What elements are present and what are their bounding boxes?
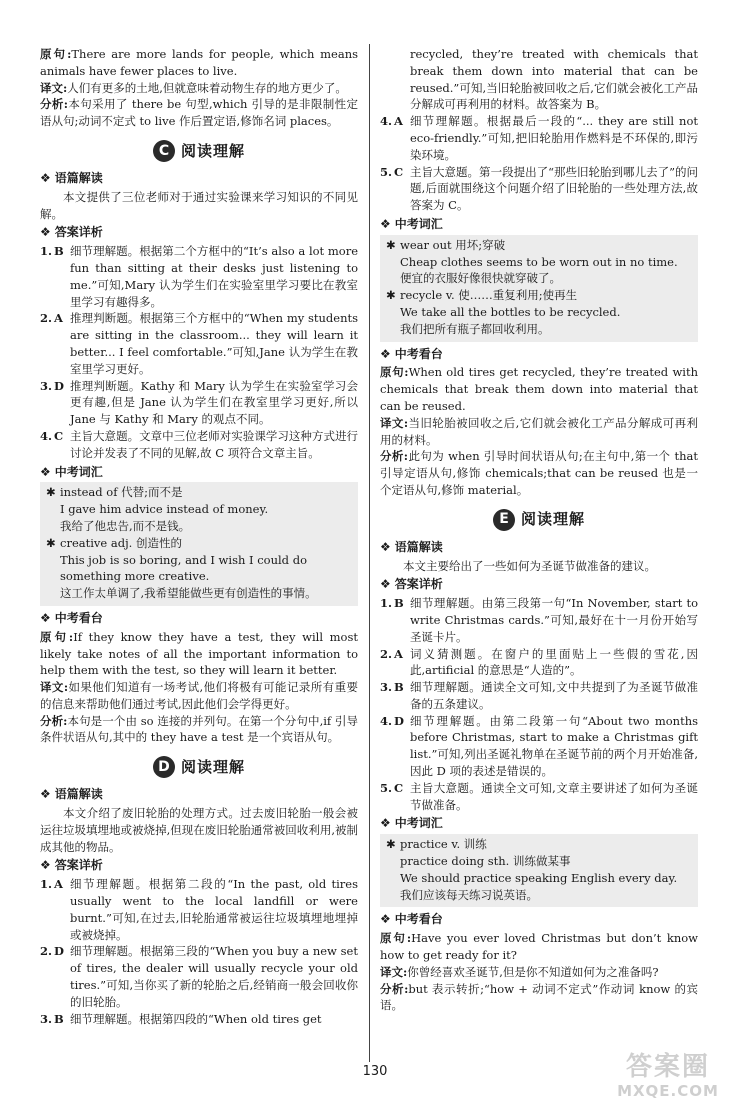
star-icon: ✱	[386, 837, 396, 852]
section-d-summary: 本文介绍了废旧轮胎的处理方式。过去废旧轮胎一般会被运往垃圾填埋地或被烧掉,但现在废旧轮胎通常被回收利用,被制成其他的物品。	[40, 806, 358, 854]
left-column	[40, 46, 358, 1027]
vocab-translation: 我们把所有瓶子都回收利用。	[400, 321, 550, 336]
vocab-entry: ✱ recycle v. 使……重复利用;使再生	[386, 288, 578, 303]
section-c-heading	[40, 138, 358, 164]
section-d-title: 阅读理解	[180, 757, 245, 776]
answer-item: 3. B 细节理解题。根据第四段的“When old tires get	[40, 1011, 322, 1026]
vocab-translation: 便宜的衣服好像很快就穿破了。	[400, 271, 561, 286]
section-c-summary-heading: ❖ 语篇解读	[40, 170, 103, 185]
bullet-icon: ❖	[40, 610, 51, 625]
vocab-example: I gave him advice instead of money.	[60, 502, 269, 517]
answer-item: 3. D 推理判断题。Kathy 和 Mary 认为学生在实验室学习会更有趣,但是 Jane 认为学生们在教室里学习更好,所以 Jane 与 Kathy 和 Mary 的观点不同。	[40, 378, 358, 427]
vocab-sub: practice doing sth. 训练做某事	[400, 854, 571, 869]
section-c-original: 原句:If they know they have a test, they will most likely take notes of all the important information to help them with the test, so they will learn it better.	[40, 629, 358, 678]
answer-item: 1. B 细节理解题。根据第二个方框中的“It’s also a lot more fun than sitting at their desks just listening to me.”可知,Mary 认为学生们在实验室里学习要比在教室里学习有趣得多。	[40, 244, 358, 309]
vocab-box	[380, 235, 698, 342]
bullet-icon: ❖	[380, 577, 391, 592]
vocab-translation: 我们应该每天练习说英语。	[400, 887, 538, 902]
section-e-analysis: 分析:but 表示转折;“how + 动词不定式”作动词 know 的宾语。	[380, 981, 698, 1013]
section-d-original: 原句:When old tires get recycled, they’re treated with chemicals that break them down into material that can be reused.	[380, 365, 699, 413]
section-e-answers-heading: ❖ 答案详析	[380, 577, 443, 592]
answer-item: 3. B 细节理解题。通读全文可知,文中共提到了为圣诞节做准备的五条建议。	[380, 680, 698, 711]
bullet-icon: ❖	[380, 539, 391, 554]
bullet-icon: ❖	[380, 912, 391, 927]
section-d-answers-heading: ❖ 答案详析	[40, 858, 103, 873]
section-e-badge: E	[493, 509, 515, 531]
section-d-analysis: 分析:此句为 when 引导时间状语从句;在主句中,第一个 that 引导定语从句,修饰 chemicals;that can be reused 也是一个定语从句,修饰 material。	[380, 449, 698, 497]
bullet-icon: ❖	[40, 858, 51, 873]
vocab-box	[40, 482, 358, 606]
answer-item: 5. C 主旨大意题。通读全文可知,文章主要讲述了如何为圣诞节做准备。	[380, 780, 698, 812]
vocab-entry: ✱ creative adj. 创造性的	[46, 535, 182, 550]
answer-item: 4. D 细节理解题。由第二段第一句“About two months before Christmas, start to make a Christmas gift list.”可知,列出圣诞礼物单在圣诞节前的两个月开始准备,因此 D 项的表述是错误的。	[380, 713, 698, 779]
answer-continuation: recycled, they’re treated with chemicals that break them down into material that can be reused.”可知,当旧轮胎被回收之后,它们就会被化工产品分解成可再利用的材料。故答案为 B。	[410, 47, 698, 112]
intro-analysis: 分析:本句采用了 there be 句型,which 引导的是非限制性定语从句;动词不定式 to live 作后置定语,修饰名词 places。	[40, 97, 358, 129]
vocab-entry: ✱ instead of 代替;而不是	[46, 485, 183, 500]
section-d-heading	[40, 754, 358, 780]
answer-item: 5. C 主旨大意题。第一段提出了“那些旧轮胎到哪儿去了”的问题,后面就围绕这个问题介绍了旧轮胎的一些处理方法,故答案为 C。	[380, 164, 698, 213]
vocab-box	[380, 834, 698, 907]
vocab-example: We should practice speaking English every day.	[400, 870, 678, 885]
intro-original: 原句:There are more lands for people, which means animals have fewer places to live.	[40, 47, 358, 78]
vocab-entry: ✱ practice v. 训练	[386, 837, 487, 852]
section-d-translation: 译文:当旧轮胎被回收之后,它们就会被化工产品分解成可再利用的材料。	[380, 415, 699, 447]
section-d-vocab-heading: ❖ 中考词汇	[380, 216, 443, 231]
vocab-entry: ✱ wear out 用坏;穿破	[386, 237, 506, 252]
section-c-translation: 译文:如果他们知道有一场考试,他们将极有可能记录所有重要的信息来帮助他们通过考试,因此他们会学得更好。	[40, 680, 359, 711]
bullet-icon: ❖	[40, 170, 51, 185]
section-e-heading	[380, 507, 698, 533]
answer-item: 2. A 词义猜测题。在窗户的里面贴上一些假的雪花,因此,artificial 的意思是“人造的”。	[380, 646, 698, 678]
section-d-badge: D	[153, 756, 175, 778]
vocab-example: We take all the bottles to be recycled.	[400, 304, 621, 319]
right-column	[380, 46, 698, 1014]
section-e-summary-heading: ❖ 语篇解读	[380, 539, 443, 554]
answer-item: 2. A 推理判断题。根据第三个方框中的“When my students are sitting in the classroom... they will learn it better... I feel comfortable.”可知,Jane 认为学生在教室里学习更好。	[40, 311, 358, 376]
section-e-translation: 译文:你曾经喜欢圣诞节,但是你不知道如何为之准备吗?	[380, 964, 659, 979]
answer-item: 1. B 细节理解题。由第三段第一句“In November, start to write Christmas cards.”可知,最好在十一月份开始写圣诞卡片。	[380, 596, 698, 644]
watermark-top: 答案圈	[625, 1052, 710, 1082]
intro-translation: 译文:人们有更多的土地,但就意味着动物生存的地方更少了。	[40, 80, 347, 95]
star-icon: ✱	[386, 288, 396, 303]
answer-item: 1. A 细节理解题。根据第二段的“In the past, old tires usually went to the local landfill or were burnt.”可知,在过去,旧轮胎通常被运往垃圾填埋地埋掉或被烧掉。	[40, 877, 358, 942]
section-d-summary-heading: ❖ 语篇解读	[40, 787, 103, 802]
answer-item: 4. A 细节理解题。根据最后一段的“... they are still not eco-friendly.”可知,把旧轮胎用作燃料是不环保的,即污染环境。	[380, 114, 698, 162]
section-c-vocab-heading: ❖ 中考词汇	[40, 464, 103, 479]
vocab-example: Cheap clothes seems to be worn out in no time.	[400, 254, 678, 269]
bullet-icon: ❖	[380, 816, 391, 831]
star-icon: ✱	[46, 535, 56, 550]
section-e-vocab-heading: ❖ 中考词汇	[380, 816, 443, 831]
section-e-focus-heading: ❖ 中考看台	[380, 912, 443, 927]
section-e-summary: 本文主要给出了一些如何为圣诞节做准备的建议。	[403, 558, 656, 573]
answer-item: 2. D 细节理解题。根据第三段的“When you buy a new set of tires, the dealer will usually recycle your old tires.”可知,当你买了新的轮胎之后,经销商一般会回收你的旧轮胎。	[40, 944, 358, 1009]
bullet-icon: ❖	[380, 346, 391, 361]
section-c-summary: 本文提供了三位老师对于通过实验课来学习知识的不同见解。	[40, 189, 358, 221]
page-number: 130	[362, 1064, 388, 1079]
star-icon: ✱	[46, 485, 56, 500]
bullet-icon: ❖	[380, 216, 391, 231]
bullet-icon: ❖	[40, 464, 51, 479]
watermark-logo	[598, 1052, 738, 1104]
section-c-analysis: 分析:本句是一个由 so 连接的并列句。在第一个分句中,if 引导条件状语从句,其中的 they have a test 是一个宾语从句。	[40, 713, 358, 745]
bullet-icon: ❖	[40, 787, 51, 802]
vocab-translation: 我给了他忠告,而不是钱。	[60, 518, 191, 533]
vocab-translation: 这工作太单调了,我希望能做些更有创造性的事情。	[60, 586, 317, 601]
bullet-icon: ❖	[40, 225, 51, 240]
column-divider	[369, 44, 370, 1062]
section-d-focus-heading: ❖ 中考看台	[380, 346, 443, 361]
star-icon: ✱	[386, 237, 396, 252]
section-e-title: 阅读理解	[520, 510, 585, 529]
vocab-example: This job is so boring, and I wish I could do something more creative.	[60, 552, 307, 584]
watermark-bottom: MXQE.COM	[617, 1082, 719, 1100]
section-e-original: 原句:Have you ever loved Christmas but don’t know how to get ready for it?	[380, 931, 698, 963]
section-c-answers-heading: ❖ 答案详析	[40, 225, 103, 240]
answer-item: 4. C 主旨大意题。文章中三位老师对实验课学习这种方式进行讨论并发表了不同的见解,故 C 项符合文章主旨。	[40, 428, 358, 460]
section-c-focus-heading: ❖ 中考看台	[40, 610, 103, 625]
section-c-badge: C	[153, 140, 175, 162]
section-c-title: 阅读理解	[180, 141, 245, 160]
